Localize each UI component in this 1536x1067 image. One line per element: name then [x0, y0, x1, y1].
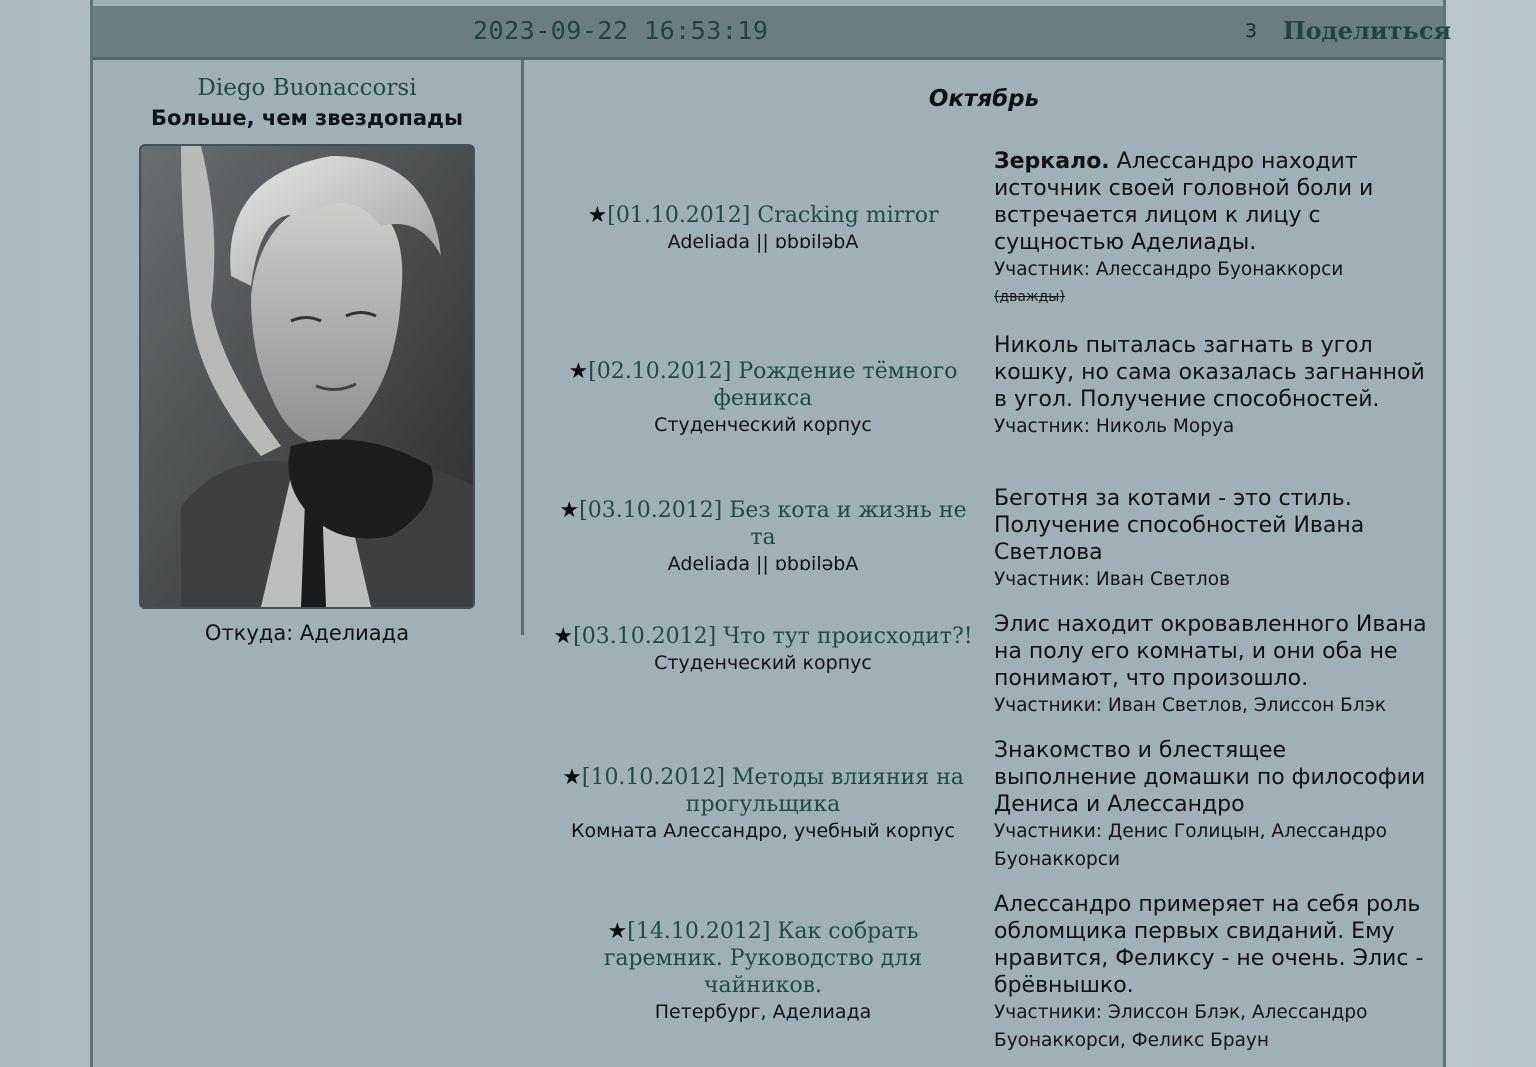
star-icon: ★	[568, 359, 589, 384]
avatar-portrait	[141, 146, 473, 607]
episode-description: Беготня за котами - это стиль. Получение способностей Ивана Светлова	[994, 486, 1365, 565]
star-icon: ★	[559, 498, 580, 523]
star-icon: ★	[607, 919, 628, 944]
episode-link[interactable]: ★[10.10.2012] Методы влияния на прогульщика	[562, 765, 964, 817]
author-from: Откуда: Аделиада	[204, 621, 410, 645]
author-title: Больше, чем звездопады	[150, 106, 464, 130]
post-date[interactable]: 2023-09-22 16:53:19	[473, 16, 769, 45]
episode-location: Adeliada || ɒbɒiləbA	[667, 553, 859, 575]
avatar	[139, 144, 475, 609]
episode-link[interactable]: ★[03.10.2012] Без кота и жизнь не та	[559, 498, 967, 550]
author-name[interactable]: Diego Buonaccorsi	[197, 75, 417, 101]
episode-description: Зеркало. Алессандро находит источник своей головной боли и встречается лицом к лицу с сущностью Аделиады.	[994, 149, 1374, 255]
post-panel	[90, 0, 1452, 1067]
episode-location: Комната Алессандро, учебный корпус	[571, 820, 955, 842]
star-icon: ★	[553, 624, 574, 649]
episode-location: Adeliada || ɒbɒiləbA	[667, 231, 859, 253]
episode-description: Знакомство и блестящее выполнение домашки по философии Дениса и Алессандро	[994, 738, 1426, 817]
episode-participants: Участник: Иван Светлов	[994, 569, 1230, 590]
episode-link[interactable]: ★[14.10.2012] Как собрать гаремник. Руководство для чайников.	[603, 919, 923, 998]
month-heading: Октябрь	[928, 86, 1040, 112]
author-profile	[93, 72, 521, 647]
episode-note: (дважды)	[994, 289, 1065, 305]
star-icon: ★	[562, 765, 582, 790]
episode-description: Алессандро примеряет на себя роль обломщика первых свиданий. Ему нравится, Феликсу - не очень. Элис - брёвнышко.	[994, 892, 1424, 998]
post-number[interactable]: 3	[1245, 20, 1258, 42]
post-header	[93, 6, 1452, 60]
episode-location: Студенческий корпус	[654, 414, 872, 436]
star-icon: ★	[587, 203, 608, 228]
episode-participants: Участники: Денис Голицын, Алессандро Буонаккорси	[994, 821, 1387, 870]
episode-description: Николь пыталась загнать в угол кошку, но сама оказалась загнанной в угол. Получение способностей.	[994, 333, 1425, 412]
column-divider	[521, 60, 524, 635]
episode-participants: Участники: Элиссон Блэк, Алессандро Буонаккорси, Феликс Браун	[994, 1002, 1368, 1051]
episode-participants: Участник: Алессандро Буонаккорси	[994, 259, 1344, 280]
episode-link[interactable]: ★[02.10.2012] Рождение тёмного феникса	[568, 359, 958, 411]
episode-link[interactable]: ★[03.10.2012] Что тут происходит?!	[553, 624, 973, 649]
share-button[interactable]: Поделиться	[1283, 16, 1452, 45]
episode-location: Студенческий корпус	[654, 652, 872, 674]
episode-participants: Участник: Николь Моруа	[994, 416, 1235, 437]
episode-location: Петербург, Аделиада	[654, 1001, 872, 1023]
episode-description: Элис находит окровавленного Ивана на полу его комнаты, и они оба не понимают, что произошло.	[994, 612, 1427, 691]
episode-participants: Участники: Иван Светлов, Элиссон Блэк	[994, 695, 1387, 716]
episode-link[interactable]: ★[01.10.2012] Cracking mirror	[587, 203, 939, 228]
